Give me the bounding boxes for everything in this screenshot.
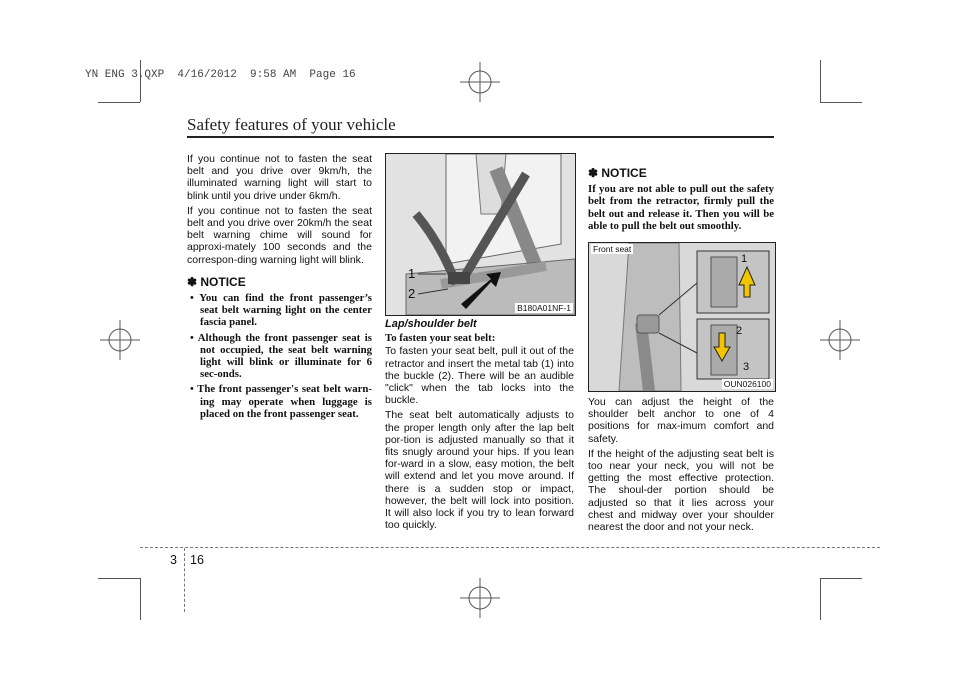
notice-bullet: • You can find the front passenger’s seat belt warning light on the center fascia panel. — [190, 292, 372, 329]
footer-divider — [184, 548, 185, 612]
chapter-number: 3 — [170, 553, 177, 567]
crop-mark — [98, 102, 140, 103]
notice-bullet: • The front passenger's seat belt warn-ing may operate when luggage is placed on the front passenger seat. — [190, 383, 372, 420]
paragraph: If the height of the adjusting seat belt is too near your neck, you will not be getting the most effective protection. The shoul-der portion should be adjusted so that it lies across your chest and midway over your shoulder nearest the door and not your neck. — [588, 447, 774, 534]
crop-mark — [820, 60, 821, 102]
callout-number: 2 — [408, 286, 416, 301]
paragraph: To fasten your seat belt, pull it out of the retractor and insert the metal tab (1) into the buckle (2). There will be an audible "click" when the tab locks into the buckle. — [385, 345, 574, 407]
seat-belt-figure — [385, 153, 576, 316]
registration-mark-icon — [820, 320, 860, 360]
slug-line: YN ENG 3.QXP 4/16/2012 9:58 AM Page 16 — [85, 69, 356, 81]
title-rule — [187, 136, 774, 138]
figure-label: Front seat — [593, 244, 632, 254]
notice-star-icon: ✽ — [588, 166, 602, 180]
section-title: Safety features of your vehicle — [187, 115, 396, 134]
height-adjust-figure — [588, 242, 776, 392]
callout-number: 3 — [743, 361, 750, 373]
middle-column — [385, 318, 574, 534]
notice-heading: ✽ NOTICE — [187, 274, 246, 289]
callout-number: 1 — [408, 266, 416, 281]
right-column-top — [588, 153, 774, 232]
notice-text: If you are not able to pull out the safety belt from the retractor, firmly pull the belt out and release it. Then you will be able to pull the belt out smoothly. — [588, 183, 774, 232]
figure-code: B180A01NF-1 — [517, 303, 571, 313]
footer-rule — [140, 547, 880, 548]
right-column-bottom — [588, 396, 774, 536]
left-column — [187, 153, 372, 423]
section-heading: Lap/shoulder belt — [385, 318, 477, 330]
registration-mark-icon — [100, 320, 140, 360]
paragraph: The seat belt automatically adjusts to the proper length only after the lap belt por-tion is adjusted manually so that it fits snugly around your hips. If you lean for-ward in a slow, easy motion, the belt will extend and let you move around. If there is a sudden stop or impact, however, the belt will lock into position. It will also lock if you try to lean forward too quickly. — [385, 409, 574, 532]
crop-mark — [140, 60, 141, 102]
notice-star-icon: ✽ — [187, 274, 201, 289]
paragraph: If you continue not to fasten the seat belt and you drive over 20km/h the seat belt warning chime will sound for approxi-mately 100 seconds and the correspon-ding warning light will blink. — [187, 204, 372, 266]
registration-mark-icon — [460, 578, 500, 618]
crop-mark — [98, 578, 140, 579]
crop-mark — [820, 578, 821, 620]
sub-heading: To fasten your seat belt: — [385, 332, 496, 345]
crop-mark — [820, 578, 862, 579]
paragraph: If you continue not to fasten the seat belt and you drive over 9km/h, the illuminated warning light will start to blink until you drive under 6km/h. — [187, 153, 372, 202]
crop-mark — [140, 578, 141, 620]
callout-number: 1 — [741, 253, 748, 265]
figure-code: OUN026100 — [723, 379, 771, 389]
paragraph: You can adjust the height of the shoulder belt anchor to one of 4 positions for max-imum comfort and safety. — [588, 396, 774, 445]
crop-mark — [820, 102, 862, 103]
callout-number: 2 — [736, 325, 743, 337]
notice-heading: ✽ NOTICE — [588, 166, 647, 180]
page-number: 16 — [190, 553, 204, 567]
notice-bullet: • Although the front passenger seat is not occupied, the seat belt warning light will blink or illuminate for 6 sec-onds. — [190, 331, 372, 381]
registration-mark-icon — [460, 62, 500, 102]
